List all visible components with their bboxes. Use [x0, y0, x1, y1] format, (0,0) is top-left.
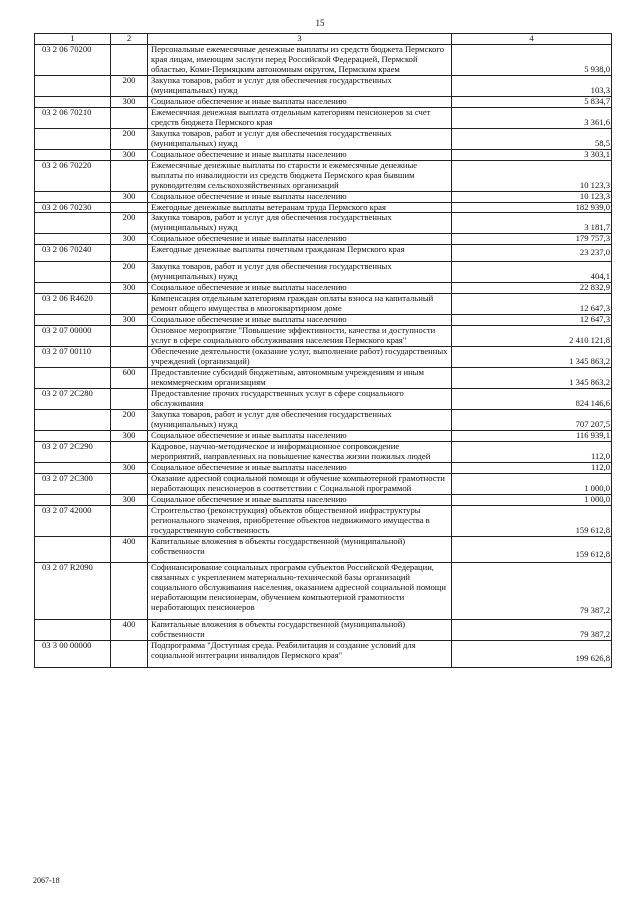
table-row — [35, 388, 612, 409]
row-amount: 12 647,3 — [452, 294, 612, 315]
row-code — [35, 96, 111, 107]
row-expense-type: 300 — [111, 96, 148, 107]
row-amount: 112,0 — [452, 462, 612, 473]
table-row — [35, 326, 612, 347]
row-name: Ежегодные денежные выплаты ветеранам труда Пермского края — [148, 202, 452, 213]
table-row — [35, 473, 612, 494]
row-expense-type: 300 — [111, 191, 148, 202]
row-name: Подпрограмма "Доступная среда. Реабилитация и создание условий для социальной интеграции инвалидов Пермского края" — [148, 641, 452, 668]
budget-table — [34, 33, 612, 668]
row-code — [35, 430, 111, 441]
row-code — [35, 283, 111, 294]
table-row — [35, 641, 612, 668]
row-amount: 79 387,2 — [452, 620, 612, 641]
row-name: Капитальные вложения в объекты государственной (муниципальной) собственности — [148, 536, 452, 563]
row-code: 03 2 07 00000 — [35, 326, 111, 347]
row-code — [35, 234, 111, 245]
row-amount: 5 938,0 — [452, 44, 612, 75]
row-expense-type — [111, 441, 148, 462]
table-row — [35, 149, 612, 160]
table-row — [35, 107, 612, 128]
row-amount: 824 146,6 — [452, 388, 612, 409]
row-name: Социальное обеспечение и иные выплаты населению — [148, 234, 452, 245]
row-amount: 58,5 — [452, 128, 612, 149]
row-expense-type: 300 — [111, 234, 148, 245]
row-code: 03 2 07 2С300 — [35, 473, 111, 494]
row-amount: 12 647,3 — [452, 315, 612, 326]
row-code: 03 2 06 R4620 — [35, 294, 111, 315]
row-amount: 3 303,1 — [452, 149, 612, 160]
table-row — [35, 128, 612, 149]
table-row — [35, 368, 612, 389]
row-code: 03 2 06 70200 — [35, 44, 111, 75]
header-col-4: 4 — [452, 34, 612, 45]
row-code: 03 2 07 00110 — [35, 347, 111, 368]
row-expense-type — [111, 245, 148, 262]
row-expense-type — [111, 641, 148, 668]
row-code: 03 2 07 R2090 — [35, 563, 111, 620]
table-row — [35, 262, 612, 283]
row-expense-type: 300 — [111, 430, 148, 441]
table-row — [35, 75, 612, 96]
row-expense-type — [111, 388, 148, 409]
table-row — [35, 620, 612, 641]
header-col-3: 3 — [148, 34, 452, 45]
row-amount: 23 237,0 — [452, 245, 612, 262]
row-code — [35, 262, 111, 283]
row-name: Ежегодные денежные выплаты почетным гражданам Пермского края — [148, 245, 452, 262]
row-code: 03 2 06 70230 — [35, 202, 111, 213]
header-col-2: 2 — [111, 34, 148, 45]
row-amount: 159 612,8 — [452, 536, 612, 563]
row-expense-type: 300 — [111, 494, 148, 505]
row-code — [35, 213, 111, 234]
row-expense-type — [111, 44, 148, 75]
row-amount: 79 387,2 — [452, 563, 612, 620]
row-amount: 116 939,1 — [452, 430, 612, 441]
row-code: 03 2 07 42000 — [35, 505, 111, 536]
table-row — [35, 409, 612, 430]
table-row — [35, 441, 612, 462]
row-name: Социальное обеспечение и иные выплаты населению — [148, 191, 452, 202]
row-expense-type: 200 — [111, 262, 148, 283]
row-expense-type — [111, 563, 148, 620]
row-amount: 22 832,9 — [452, 283, 612, 294]
row-expense-type — [111, 107, 148, 128]
row-amount: 3 181,7 — [452, 213, 612, 234]
table-row — [35, 191, 612, 202]
row-name: Обеспечение деятельности (оказание услуг, выполнение работ) государственных учреждений (организаций) — [148, 347, 452, 368]
row-name: Компенсация отдельным категориям граждан оплаты взноса на капитальный ремонт общего имущества в многоквартирном доме — [148, 294, 452, 315]
row-expense-type: 400 — [111, 620, 148, 641]
row-amount: 10 123,3 — [452, 191, 612, 202]
row-amount: 707 207,5 — [452, 409, 612, 430]
row-expense-type: 300 — [111, 283, 148, 294]
row-code: 03 2 06 70240 — [35, 245, 111, 262]
row-amount: 179 757,3 — [452, 234, 612, 245]
row-amount: 1 000,0 — [452, 473, 612, 494]
table-row — [35, 347, 612, 368]
row-code — [35, 75, 111, 96]
table-row — [35, 430, 612, 441]
row-name: Строительство (реконструкция) объектов общественной инфраструктуры регионального значения, приобретение объектов недвижимого имущества в государственную собственность — [148, 505, 452, 536]
row-name: Оказание адресной социальной помощи и обучение компьютерной грамотности неработающих пенсионеров в соответствии с Социальной программой — [148, 473, 452, 494]
row-amount: 3 361,6 — [452, 107, 612, 128]
row-name: Основное мероприятие "Повышение эффективности, качества и доступности услуг в сфере социального обслуживания населения Пермского края" — [148, 326, 452, 347]
row-expense-type — [111, 347, 148, 368]
row-amount: 199 626,8 — [452, 641, 612, 668]
row-code: 03 2 07 2С290 — [35, 441, 111, 462]
row-code: 03 3 00 00000 — [35, 641, 111, 668]
row-name: Социальное обеспечение и иные выплаты населению — [148, 494, 452, 505]
row-expense-type — [111, 202, 148, 213]
row-name: Закупка товаров, работ и услуг для обеспечения государственных (муниципальных) нужд — [148, 213, 452, 234]
row-expense-type — [111, 294, 148, 315]
row-name: Закупка товаров, работ и услуг для обеспечения государственных (муниципальных) нужд — [148, 262, 452, 283]
row-code — [35, 315, 111, 326]
header-col-1: 1 — [35, 34, 111, 45]
row-name: Социальное обеспечение и иные выплаты населению — [148, 430, 452, 441]
row-expense-type — [111, 160, 148, 191]
table-row — [35, 294, 612, 315]
table-row — [35, 160, 612, 191]
table-row — [35, 505, 612, 536]
row-expense-type — [111, 505, 148, 536]
row-code — [35, 536, 111, 563]
row-amount: 2 410 121,8 — [452, 326, 612, 347]
row-name: Капитальные вложения в объекты государственной (муниципальной) собственности — [148, 620, 452, 641]
row-amount: 1 000,0 — [452, 494, 612, 505]
row-code: 03 2 06 70210 — [35, 107, 111, 128]
row-name: Предоставление прочих государственных услуг в сфере социального обслуживания — [148, 388, 452, 409]
row-name: Закупка товаров, работ и услуг для обеспечения государственных (муниципальных) нужд — [148, 409, 452, 430]
table-row — [35, 213, 612, 234]
row-expense-type: 200 — [111, 128, 148, 149]
row-amount: 10 123,3 — [452, 160, 612, 191]
row-code — [35, 620, 111, 641]
row-expense-type — [111, 473, 148, 494]
row-amount: 1 345 863,2 — [452, 368, 612, 389]
row-name: Персональные ежемесячные денежные выплаты из средств бюджета Пермского края лицам, имеющим заслуги перед Российской Федерацией, Пермской областью, Коми-Пермяцким автономным округом, Пермским краем — [148, 44, 452, 75]
table-row — [35, 96, 612, 107]
table-row — [35, 245, 612, 262]
header-row — [35, 34, 612, 45]
row-expense-type: 200 — [111, 75, 148, 96]
table-row — [35, 563, 612, 620]
table-row — [35, 234, 612, 245]
row-amount: 5 834,7 — [452, 96, 612, 107]
page-number: 15 — [315, 18, 325, 28]
row-name: Закупка товаров, работ и услуг для обеспечения государственных (муниципальных) нужд — [148, 128, 452, 149]
row-code — [35, 191, 111, 202]
row-expense-type: 200 — [111, 213, 148, 234]
row-name: Социальное обеспечение и иные выплаты населению — [148, 283, 452, 294]
row-name: Социальное обеспечение и иные выплаты населению — [148, 149, 452, 160]
row-expense-type: 300 — [111, 315, 148, 326]
row-expense-type — [111, 326, 148, 347]
row-amount: 103,3 — [452, 75, 612, 96]
row-expense-type: 400 — [111, 536, 148, 563]
row-amount: 1 345 863,2 — [452, 347, 612, 368]
row-code — [35, 462, 111, 473]
row-name: Ежемесячная денежная выплата отдельным категориям пенсионеров за счет средств бюджета Пермского края — [148, 107, 452, 128]
row-code — [35, 368, 111, 389]
row-code — [35, 149, 111, 160]
row-code — [35, 409, 111, 430]
row-name: Софинансирование социальных программ субъектов Российской Федерации, связанных с укреплением материально-технической базы организаций социального обслуживания населения, оказанием адресной социальной помощи неработающим пенсионерам, обучением компьютерной грамотности неработающих пенсионеров — [148, 563, 452, 620]
row-name: Социальное обеспечение и иные выплаты населению — [148, 462, 452, 473]
table-row — [35, 494, 612, 505]
table-row — [35, 462, 612, 473]
row-amount: 404,1 — [452, 262, 612, 283]
table-row — [35, 315, 612, 326]
row-name: Предоставление субсидий бюджетным, автономным учреждениям и иным некоммерческим организациям — [148, 368, 452, 389]
table-row — [35, 44, 612, 75]
row-code: 03 2 07 2С280 — [35, 388, 111, 409]
row-name: Социальное обеспечение и иные выплаты населению — [148, 315, 452, 326]
table-row — [35, 536, 612, 563]
row-name: Кадровое, научно-методическое и информационное сопровождение мероприятий, направленных на повышение качества жизни пожилых людей — [148, 441, 452, 462]
row-expense-type: 300 — [111, 462, 148, 473]
row-name: Ежемесячные денежные выплаты по старости и ежемесячные денежные выплаты по инвалидности из средств бюджета Пермского края бывшим руководителям сельскохозяйственных организаций — [148, 160, 452, 191]
table-row — [35, 202, 612, 213]
row-expense-type: 300 — [111, 149, 148, 160]
row-code: 03 2 06 70220 — [35, 160, 111, 191]
row-expense-type: 600 — [111, 368, 148, 389]
table-row — [35, 283, 612, 294]
row-amount: 182 939,0 — [452, 202, 612, 213]
row-code — [35, 128, 111, 149]
row-amount: 112,0 — [452, 441, 612, 462]
row-amount: 159 612,8 — [452, 505, 612, 536]
document-code: 2067-18 — [33, 876, 60, 885]
row-name: Закупка товаров, работ и услуг для обеспечения государственных (муниципальных) нужд — [148, 75, 452, 96]
row-name: Социальное обеспечение и иные выплаты населению — [148, 96, 452, 107]
row-code — [35, 494, 111, 505]
row-expense-type: 200 — [111, 409, 148, 430]
